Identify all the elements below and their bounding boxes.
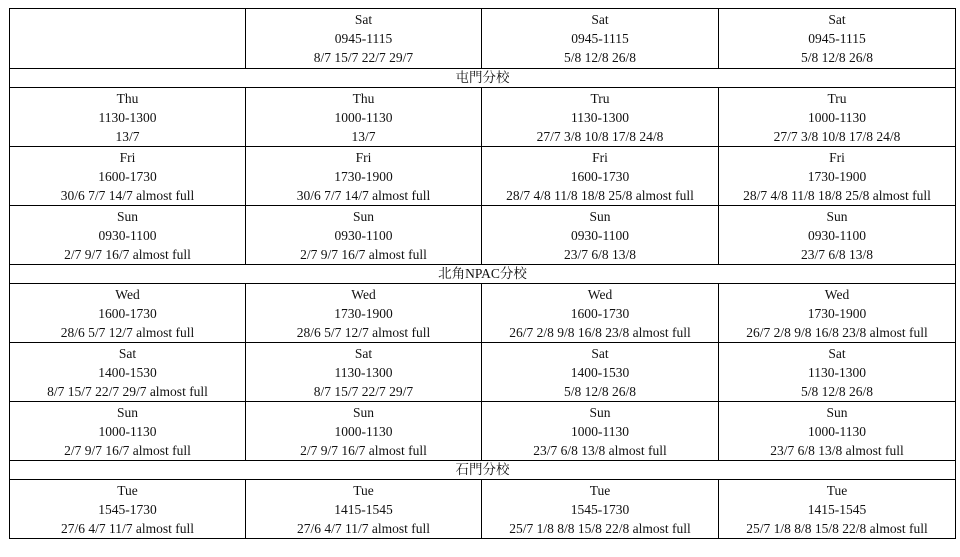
- cell-time: 1415-1545: [807, 501, 867, 517]
- schedule-cell: [10, 88, 246, 147]
- cell-dates: 5/8 12/8 26/8: [800, 383, 873, 399]
- cell-dates: 5/8 12/8 26/8: [563, 50, 636, 65]
- cell-time: 1730-1900: [807, 305, 867, 321]
- cell-time: 0945-1115: [808, 31, 866, 46]
- schedule-cell: [719, 88, 956, 147]
- cell-day: Sat: [828, 12, 846, 27]
- cell-dates: 2/7 9/7 16/7 almost full: [64, 442, 191, 458]
- cell-day: Sat: [354, 12, 373, 27]
- cell-dates: 26/7 2/8 9/8 16/8 23/8 almost full: [509, 324, 691, 340]
- cell-time: 0930-1100: [571, 227, 629, 243]
- cell-time: 1600-1730: [98, 305, 157, 321]
- cell-time: 1130-1300: [571, 109, 629, 125]
- schedule-cell: [719, 147, 956, 206]
- schedule-row: [10, 402, 956, 461]
- schedule-cell: [246, 480, 482, 539]
- schedule-cell: [10, 206, 246, 265]
- cell-time: 0930-1100: [334, 227, 393, 243]
- cell-day: Sat: [354, 345, 373, 361]
- cell-time: 1600-1730: [570, 168, 630, 184]
- cell-dates: 27/7 3/8 10/8 17/8 24/8: [773, 128, 901, 144]
- cell-time: 1600-1730: [98, 168, 157, 184]
- cell-dates: 23/7 6/8 13/8 almost full: [770, 442, 904, 458]
- cell-dates: 27/6 4/7 11/7 almost full: [297, 520, 430, 536]
- schedule-cell: [482, 284, 719, 343]
- cell-dates: 25/7 1/8 8/8 15/8 22/8 almost full: [509, 520, 691, 536]
- cell-dates: 23/7 6/8 13/8 almost full: [533, 442, 667, 458]
- class-schedule-table: [9, 8, 956, 539]
- schedule-cell: [719, 480, 956, 539]
- cell-time: 1730-1900: [807, 168, 867, 184]
- cell-time: 1000-1130: [571, 423, 629, 439]
- cell-dates: 28/6 5/7 12/7 almost full: [60, 324, 195, 340]
- section-header-row: [10, 69, 956, 88]
- schedule-row-header: [10, 9, 956, 69]
- cell-day: Sun: [826, 404, 848, 420]
- cell-time: 1545-1730: [570, 501, 630, 517]
- schedule-cell: [246, 343, 482, 402]
- cell-day: Sun: [352, 208, 374, 224]
- cell-day: Fri: [829, 149, 845, 165]
- cell-day: Sat: [118, 345, 137, 361]
- cell-day: Sat: [591, 345, 609, 361]
- schedule-cell: [246, 88, 482, 147]
- cell-time: 1000-1130: [808, 109, 866, 125]
- cell-time: 1000-1130: [808, 423, 866, 439]
- schedule-cell: [719, 284, 956, 343]
- cell-time: 1730-1900: [334, 305, 393, 321]
- cell-day: Wed: [824, 286, 850, 302]
- cell-time: 1545-1730: [98, 501, 157, 517]
- cell-day: Fri: [592, 149, 608, 165]
- schedule-cell: [719, 206, 956, 265]
- schedule-cell: [719, 402, 956, 461]
- cell-day: Thu: [352, 90, 375, 106]
- schedule-cell: [482, 88, 719, 147]
- schedule-cell: [246, 284, 482, 343]
- cell-day: Sun: [352, 404, 374, 420]
- cell-dates: 27/7 3/8 10/8 17/8 24/8: [536, 128, 664, 144]
- cell-dates: 28/7 4/8 11/8 18/8 25/8 almost full: [506, 187, 694, 203]
- schedule-cell: [246, 206, 482, 265]
- cell-day: Sun: [826, 208, 848, 224]
- cell-dates: 28/7 4/8 11/8 18/8 25/8 almost full: [743, 187, 931, 203]
- cell-day: Sat: [591, 12, 609, 27]
- schedule-row: [10, 88, 956, 147]
- cell-dates: 28/6 5/7 12/7 almost full: [296, 324, 431, 340]
- cell-time: 0930-1100: [808, 227, 866, 243]
- schedule-cell-empty: [10, 9, 246, 69]
- schedule-cell: [482, 147, 719, 206]
- cell-time: 1130-1300: [334, 364, 393, 380]
- schedule-cell: [482, 9, 719, 69]
- cell-day: Sun: [589, 208, 611, 224]
- cell-day: Fri: [355, 149, 372, 165]
- cell-day: Thu: [116, 90, 139, 106]
- cell-dates: 5/8 12/8 26/8: [563, 383, 636, 399]
- cell-day: Tue: [826, 482, 848, 498]
- cell-time: 1130-1300: [98, 109, 157, 125]
- schedule-cell: [10, 402, 246, 461]
- schedule-cell: [482, 480, 719, 539]
- cell-day: Tue: [117, 482, 138, 498]
- section-title: 石門分校: [10, 461, 956, 480]
- cell-time: 1600-1730: [570, 305, 630, 321]
- schedule-cell: [482, 402, 719, 461]
- cell-dates: 26/7 2/8 9/8 16/8 23/8 almost full: [746, 324, 928, 340]
- cell-day: Sat: [828, 345, 846, 361]
- cell-time: 0945-1115: [571, 31, 629, 46]
- cell-time: 1000-1130: [334, 109, 393, 125]
- cell-time: 0945-1115: [334, 31, 393, 46]
- schedule-cell: [482, 343, 719, 402]
- cell-time: 1400-1530: [98, 364, 157, 380]
- section-title: 屯門分校: [10, 69, 956, 88]
- cell-time: 1000-1130: [334, 423, 393, 439]
- schedule-cell: [10, 480, 246, 539]
- cell-dates: 2/7 9/7 16/7 almost full: [300, 442, 427, 458]
- cell-dates: 25/7 1/8 8/8 15/8 22/8 almost full: [746, 520, 928, 536]
- section-title: 北角NPAC分校: [10, 265, 956, 284]
- cell-time: 1000-1130: [98, 423, 157, 439]
- cell-dates: 13/7: [351, 128, 376, 144]
- schedule-row: [10, 206, 956, 265]
- schedule-row: [10, 147, 956, 206]
- cell-dates: 23/7 6/8 13/8: [800, 246, 873, 262]
- cell-day: Sun: [116, 208, 138, 224]
- cell-day: Fri: [119, 149, 136, 165]
- cell-time: 1130-1300: [808, 364, 866, 380]
- cell-dates: 2/7 9/7 16/7 almost full: [64, 246, 191, 262]
- cell-day: Wed: [351, 286, 376, 302]
- schedule-cell: [10, 284, 246, 343]
- cell-day: Sun: [116, 404, 138, 420]
- cell-dates: 8/7 15/7 22/7 29/7 almost full: [47, 383, 208, 399]
- cell-dates: 27/6 4/7 11/7 almost full: [61, 520, 194, 536]
- cell-day: Tue: [353, 482, 374, 498]
- schedule-cell: [10, 343, 246, 402]
- cell-day: Sun: [589, 404, 611, 420]
- schedule-cell: [246, 9, 482, 69]
- section-header-row: [10, 265, 956, 284]
- schedule-cell: [719, 343, 956, 402]
- cell-day: Tru: [590, 90, 610, 106]
- cell-time: 0930-1100: [98, 227, 157, 243]
- schedule-cell: [10, 147, 246, 206]
- schedule-row: [10, 284, 956, 343]
- schedule-row: [10, 480, 956, 539]
- schedule-row: [10, 343, 956, 402]
- cell-dates: 30/6 7/7 14/7 almost full: [60, 187, 195, 203]
- cell-dates: 5/8 12/8 26/8: [800, 50, 873, 65]
- cell-time: 1730-1900: [334, 168, 393, 184]
- cell-dates: 13/7: [115, 128, 140, 144]
- schedule-cell: [719, 9, 956, 69]
- cell-day: Wed: [587, 286, 613, 302]
- cell-time: 1415-1545: [334, 501, 393, 517]
- schedule-cell: [246, 402, 482, 461]
- cell-dates: 8/7 15/7 22/7 29/7: [313, 50, 414, 65]
- cell-day: Tue: [589, 482, 611, 498]
- schedule-cell: [246, 147, 482, 206]
- cell-day: Wed: [115, 286, 140, 302]
- cell-dates: 2/7 9/7 16/7 almost full: [300, 246, 427, 262]
- cell-day: Tru: [827, 90, 847, 106]
- schedule-cell: [482, 206, 719, 265]
- section-header-row: [10, 461, 956, 480]
- cell-dates: 23/7 6/8 13/8: [563, 246, 636, 262]
- cell-dates: 30/6 7/7 14/7 almost full: [296, 187, 431, 203]
- cell-time: 1400-1530: [570, 364, 630, 380]
- cell-dates: 8/7 15/7 22/7 29/7: [313, 383, 414, 399]
